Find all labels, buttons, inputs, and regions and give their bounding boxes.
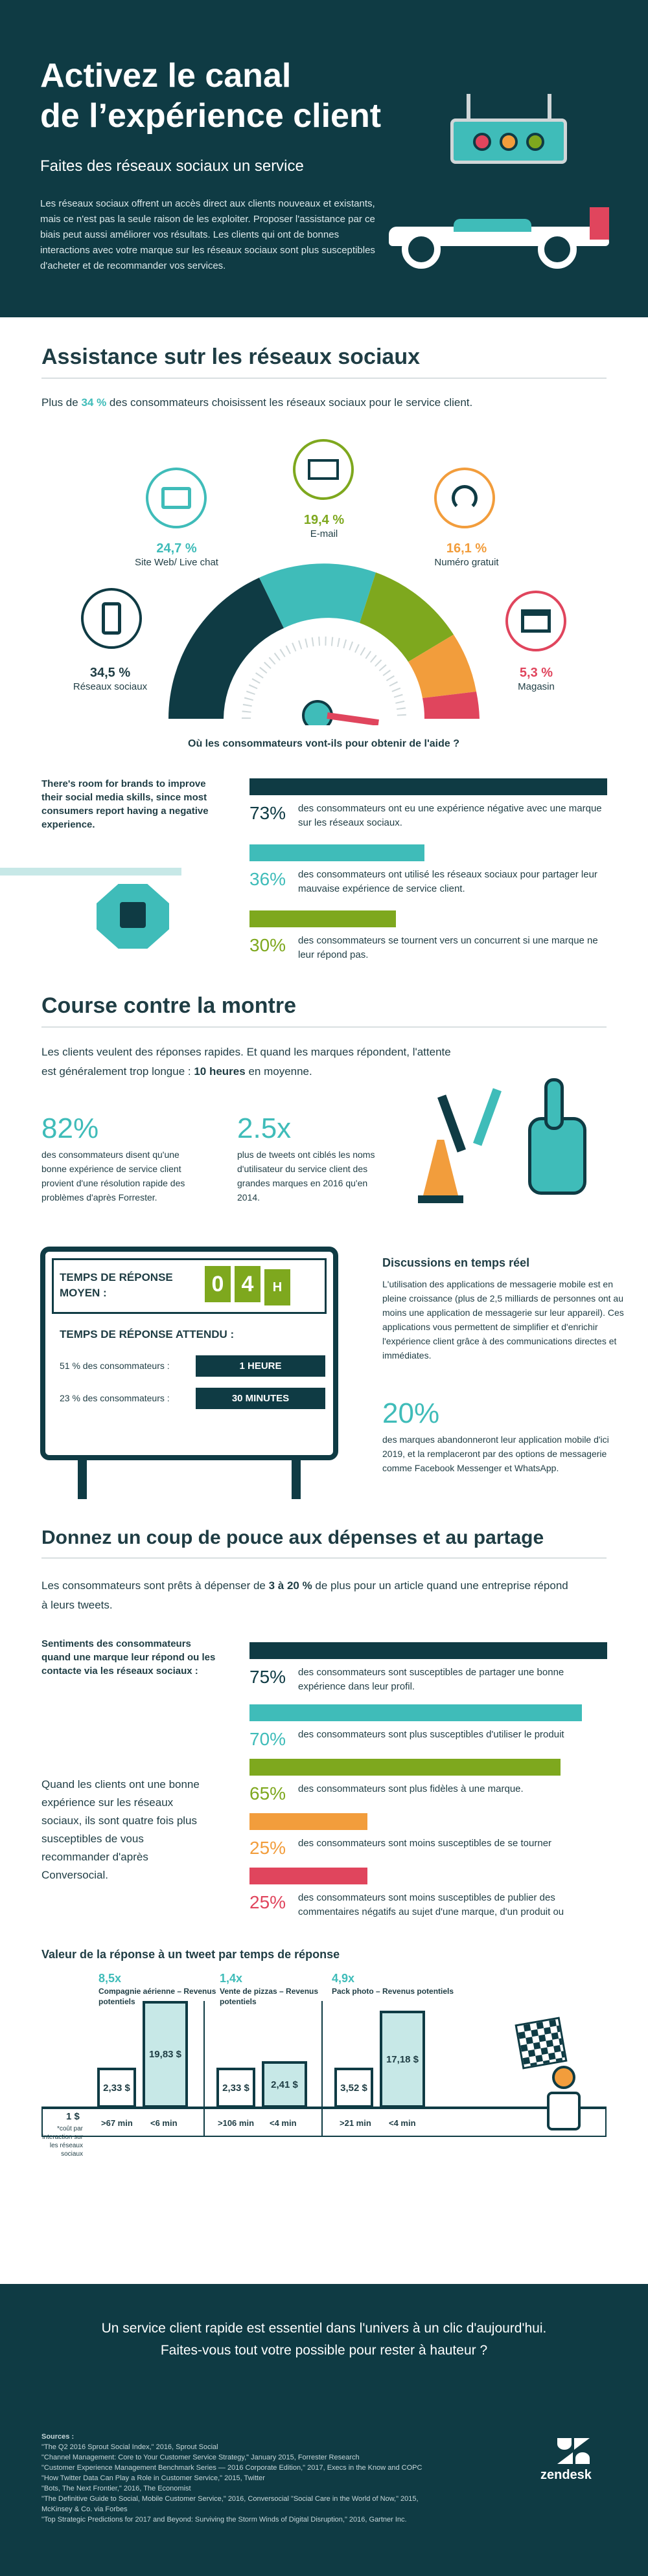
side-quote: Quand les clients ont une bonne expérience sur les réseaux sociaux, ils sont quatre fois plus susceptibles de vous recommander d'après Conversocial. bbox=[41, 1778, 200, 1881]
expected-label: TEMPS DE RÉPONSE ATTENDU : bbox=[60, 1328, 235, 1340]
group-name: Compagnie aérienne – Revenus potentiels bbox=[98, 1987, 216, 2006]
bar-fast-airline bbox=[143, 2001, 188, 2108]
channel-pct: 19,4 % bbox=[303, 513, 345, 527]
gauge-chart bbox=[162, 550, 486, 725]
stat-pct: 36% bbox=[249, 869, 286, 889]
sources bbox=[41, 2432, 508, 2525]
stat-pct: 73% bbox=[249, 803, 286, 823]
avg-digits bbox=[201, 1266, 290, 1305]
stat-pct: 25% bbox=[249, 1892, 286, 1912]
bar-fast-photo bbox=[380, 2011, 425, 2108]
source-item: "The Q2 2016 Sprout Social Index," 2016, Sprout Social bbox=[41, 2443, 218, 2451]
stat-bar bbox=[249, 910, 396, 927]
stat-82-text: des consommateurs disent qu'une bonne expérience de service client provient d'une résolution rapide des problèmes d'après Forrester. bbox=[41, 1149, 185, 1203]
source-item: "Customer Experience Management Benchmark Series — 2016 Corporate Edition," 2017, Execs in the Know and COPC bbox=[41, 2464, 422, 2472]
stat-pct: 30% bbox=[249, 935, 286, 955]
section-title-depenses: Donnez un coup de pouce aux dépenses et au partage bbox=[41, 1527, 544, 1548]
axis-label: >106 min bbox=[218, 2118, 255, 2128]
stat-20: 20% bbox=[382, 1397, 440, 1429]
channel-label: Réseaux sociaux bbox=[73, 681, 148, 692]
channel-pct: 24,7 % bbox=[156, 541, 197, 556]
tweet-chart-title: Valeur de la réponse à un tweet par temps de réponse bbox=[41, 1948, 340, 1961]
hero-section bbox=[0, 0, 648, 317]
gauge-needle bbox=[327, 712, 379, 725]
channel-label: E-mail bbox=[310, 528, 338, 539]
stat-bar-row bbox=[249, 778, 607, 837]
screwdriver-icon bbox=[473, 1088, 502, 1146]
avg-label: TEMPS DE RÉPONSE MOYEN : bbox=[60, 1271, 173, 1299]
bar-value: 19,83 $ bbox=[148, 2049, 182, 2060]
group-multiplier: 4,9x bbox=[332, 1972, 355, 1985]
stat-pct: 65% bbox=[249, 1783, 286, 1803]
checkered-flag-icon bbox=[515, 2017, 567, 2069]
intro-suffix: des consommateurs choisissent les réseaux sociaux pour le service client. bbox=[106, 396, 473, 409]
channel-pct: 5,3 % bbox=[519, 666, 553, 680]
messaging-title: Discussions en temps réel bbox=[382, 1256, 530, 1269]
foam-finger-icon bbox=[515, 1078, 593, 1208]
sign-leg bbox=[78, 1460, 87, 1499]
stat-25x-text: plus de tweets ont ciblés les noms d'utilisateur du service client des grandes marques en 2016 qu'en 2014. bbox=[237, 1149, 375, 1203]
section-title-course: Course contre la montre bbox=[41, 993, 296, 1018]
stat-pct: 75% bbox=[249, 1667, 286, 1687]
stat-text: des consommateurs sont moins susceptibles de publier des commentaires négatifs au sujet d'une marque, d'un produit ou bbox=[298, 1892, 564, 1917]
intro-suffix: en moyenne. bbox=[245, 1065, 312, 1078]
intro-text: Les clients veulent des réponses rapides. Et quand les marques répondent, l'attente est généralement trop longue : bbox=[41, 1046, 451, 1078]
digit: 4 bbox=[235, 1266, 260, 1302]
baseline-label: 1 $ bbox=[66, 2111, 80, 2122]
intro-highlight: 10 heures bbox=[194, 1065, 246, 1078]
stat-bar bbox=[249, 1868, 367, 1884]
section2-intro bbox=[41, 1043, 456, 1081]
channel-pct: 34,5 % bbox=[89, 666, 131, 680]
group-name: Vente de pizzas – Revenus potentiels bbox=[220, 1987, 319, 2006]
intro-highlight: 34 % bbox=[81, 396, 107, 409]
source-item: McKinsey & Co. via Forbes bbox=[41, 2505, 128, 2513]
brand-name: zendesk bbox=[540, 2468, 592, 2482]
sources-title: Sources : bbox=[41, 2433, 75, 2441]
digit: 0 bbox=[205, 1266, 231, 1302]
race-car-icon bbox=[376, 194, 622, 272]
baseline-note: *coût par interaction sur les réseaux sociaux bbox=[42, 2125, 83, 2158]
store-icon bbox=[505, 591, 566, 651]
response-time-sign bbox=[40, 1247, 338, 1460]
stat-text: des consommateurs ont utilisé les réseaux sociaux pour partager leur mauvaise expérience de service client. bbox=[298, 869, 597, 894]
axis-label: <6 min bbox=[150, 2118, 178, 2128]
section3-intro bbox=[41, 1576, 573, 1615]
separator bbox=[321, 2001, 323, 2137]
source-item: "The Definitive Guide to Social, Mobile Customer Service," 2016, Conversocial "Social Care in the World of Now," 2015, bbox=[41, 2495, 419, 2503]
stat-text: des consommateurs sont susceptibles de partager une bonne expérience dans leur profil. bbox=[298, 1667, 564, 1692]
expected-row-label: 23 % des consommateurs : bbox=[60, 1393, 170, 1403]
expected-row-label: 51 % des consommateurs : bbox=[60, 1361, 170, 1371]
bar-value: 2,33 $ bbox=[222, 2082, 249, 2094]
stat-text: des consommateurs sont moins susceptibles de se tourner bbox=[298, 1838, 552, 1849]
stat-bar bbox=[249, 778, 607, 795]
hero-title-line-1: Activez le canal bbox=[40, 57, 292, 95]
hero-subtitle: Faites des réseaux sociaux un service bbox=[40, 157, 304, 175]
gauge-pivot bbox=[303, 701, 332, 725]
expected-row-value: 1 HEURE bbox=[196, 1355, 325, 1377]
stat-text: des consommateurs ont eu une expérience négative avec une marque sur les réseaux sociaux. bbox=[298, 803, 602, 828]
traffic-light-icon bbox=[450, 94, 567, 172]
smartphone-icon bbox=[81, 588, 142, 649]
hero-title bbox=[40, 56, 381, 136]
expected-row-2 bbox=[60, 1388, 325, 1409]
section1-intro bbox=[41, 395, 472, 411]
stat-text: des consommateurs se tournent vers un concurrent si une marque ne leur répond pas. bbox=[298, 935, 598, 960]
expected-row-1 bbox=[60, 1355, 325, 1377]
source-item: "Channel Management: Core to Your Customer Service Strategy," January 2015, Forrester Research bbox=[41, 2454, 360, 2461]
stat-bar-row bbox=[249, 1704, 607, 1756]
stat-bar bbox=[249, 1813, 367, 1830]
section-title-assistance: Assistance sutr les réseaux sociaux bbox=[41, 345, 420, 369]
stat-pct: 25% bbox=[249, 1838, 286, 1858]
side-note: There's room for brands to improve their social media skills, since most consumers report having a negative experience. bbox=[41, 778, 209, 830]
source-item: "How Twitter Data Can Play a Role in Customer Service," 2015, Twitter bbox=[41, 2474, 265, 2482]
stat-text: des consommateurs sont plus susceptibles d'utiliser le produit bbox=[298, 1729, 564, 1740]
group-multiplier: 8,5x bbox=[98, 1972, 122, 1985]
stat-20-text: des marques abandonneront leur application mobile d'ici 2019, et la remplaceront par des options de messagerie comme Facebook Messenger et WhatsApp. bbox=[382, 1434, 609, 1473]
stat-text: des consommateurs sont plus fidèles à une marque. bbox=[298, 1783, 524, 1794]
race-official-icon bbox=[538, 2066, 590, 2140]
axis-label: <4 min bbox=[270, 2118, 297, 2128]
monitor-icon bbox=[146, 468, 207, 528]
sign-leg bbox=[292, 1460, 301, 1499]
stat-bar-row bbox=[249, 1868, 607, 1926]
bar-value: 2,33 $ bbox=[103, 2082, 130, 2094]
stat-bar-row bbox=[249, 1813, 607, 1865]
channel-label: Numéro gratuit bbox=[434, 557, 499, 568]
stat-82: 82% bbox=[41, 1113, 99, 1144]
sentiment-label: Sentiments des consommateurs quand une marque leur répond ou les contacte via les réseaux sociaux : bbox=[41, 1638, 216, 1677]
channel-store bbox=[492, 666, 580, 694]
axis-label: <4 min bbox=[389, 2118, 416, 2128]
digit-unit: H bbox=[264, 1269, 290, 1305]
footer-section bbox=[0, 2284, 648, 2576]
hero-body: Les réseaux sociaux offrent un accès direct aux clients nouveaux et existants, mais ce n'est pas la seule raison de les exploiter. Proposer l'assistance par ce biais peut aussi améliorer vos résultats. Les clients qui ont de bonnes interactions avec votre marque sur les réseaux sociaux sont plus susceptibles d'acheter et de recommander vos services. bbox=[40, 198, 375, 271]
bar-slow-pizza bbox=[216, 2068, 255, 2108]
stat-bar-row bbox=[249, 1759, 607, 1811]
intro-highlight: 3 à 20 % bbox=[268, 1579, 312, 1592]
source-item: "Bots, The Next Frontier," 2016, The Economist bbox=[41, 2485, 191, 2492]
stat-bar bbox=[249, 1642, 607, 1659]
divider bbox=[41, 1026, 607, 1028]
bar-fast-pizza bbox=[262, 2061, 307, 2108]
bar-slow-photo bbox=[334, 2068, 373, 2108]
stat-bar bbox=[249, 1704, 582, 1721]
stat-bar-row bbox=[249, 1642, 607, 1702]
group-name: Pack photo – Revenus potentiels bbox=[332, 1987, 454, 1996]
gauge-segment-social bbox=[168, 578, 284, 719]
bar-value: 17,18 $ bbox=[386, 2053, 419, 2065]
axis-label: >21 min bbox=[340, 2118, 371, 2128]
hero-title-line-2: de l’expérience client bbox=[40, 97, 382, 135]
bar-value: 2,41 $ bbox=[271, 2079, 298, 2090]
bar-slow-airline bbox=[97, 2068, 136, 2108]
divider bbox=[41, 378, 607, 379]
headset-icon bbox=[434, 468, 495, 528]
intro-prefix: Plus de bbox=[41, 396, 82, 409]
stat-bar bbox=[249, 1759, 561, 1776]
thumbs-down-icon bbox=[94, 871, 172, 949]
stat-bar bbox=[249, 844, 424, 861]
envelope-icon bbox=[293, 439, 354, 500]
footer-line-2: Faites-vous tout votre possible pour rester à hauteur ? bbox=[160, 2343, 488, 2358]
bar-value: 3,52 $ bbox=[340, 2082, 367, 2094]
channel-email bbox=[275, 513, 373, 541]
zendesk-logo-icon bbox=[557, 2438, 590, 2464]
intro-suffix: de plus pour un article quand une entreprise répond à leurs tweets. bbox=[41, 1579, 568, 1611]
axis-label: >67 min bbox=[101, 2118, 133, 2128]
messaging-text: L'utilisation des applications de messagerie mobile est en pleine croissance (plus de 2,5 milliards de personnes ont au moins une application de messagerie sur leur appareil). Ces applications vous permettent de simplifier et d'enrichir l'expérience client grâce à des communications directes et immédiates. bbox=[382, 1279, 624, 1361]
stat-bar-row bbox=[249, 844, 607, 903]
source-item: "Top Strategic Predictions for 2017 and Beyond: Surviving the Storm Winds of Digital Disruption," 2016, Gartner Inc. bbox=[41, 2516, 407, 2524]
group-multiplier: 1,4x bbox=[220, 1972, 243, 1985]
separator bbox=[203, 2001, 205, 2137]
channel-label: Site Web/ Live chat bbox=[135, 557, 218, 568]
channel-label: Magasin bbox=[518, 681, 555, 692]
stat-25x: 2.5x bbox=[237, 1113, 292, 1144]
channel-social bbox=[58, 666, 162, 694]
divider bbox=[41, 1557, 607, 1559]
expected-row-value: 30 MINUTES bbox=[196, 1388, 325, 1409]
channel-pct: 16,1 % bbox=[446, 541, 487, 556]
stat-pct: 70% bbox=[249, 1729, 286, 1749]
footer-line-1: Un service client rapide est essentiel dans l'univers à un clic d'aujourd'hui. bbox=[101, 2321, 547, 2336]
stat-bar-row bbox=[249, 910, 607, 969]
gauge-caption: Où les consommateurs vont-ils pour obtenir de l'aide ? bbox=[188, 738, 459, 749]
intro-prefix: Les consommateurs sont prêts à dépenser de bbox=[41, 1579, 269, 1592]
